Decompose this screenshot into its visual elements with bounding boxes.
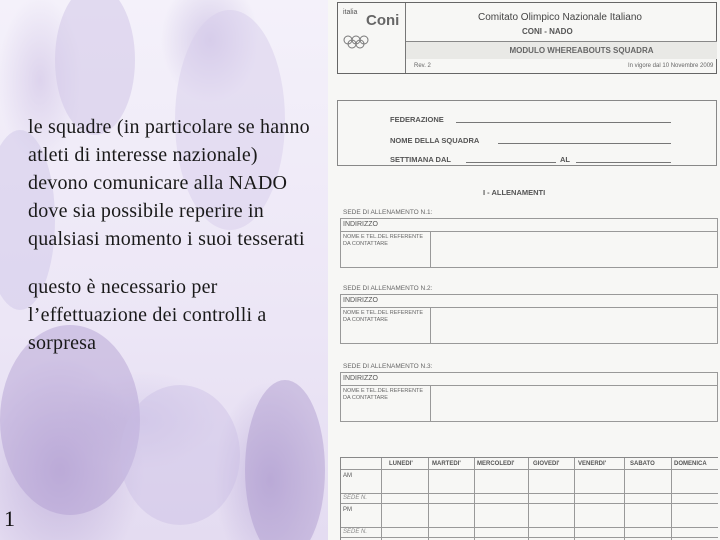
table-divider: [341, 493, 718, 494]
row-label-sede-am: SEDE N.: [343, 495, 368, 501]
settimana-dal-label: SETTIMANA DAL: [390, 155, 451, 164]
form-module-name: MODULO WHEREABOUTS SQUADRA: [406, 41, 717, 59]
table-divider: [341, 527, 718, 528]
olympic-rings-icon: [343, 35, 369, 49]
slide-page-number: 1: [4, 506, 15, 531]
day-header-giovedi: GIOVEDI': [533, 461, 560, 467]
sede-divider: [431, 231, 717, 232]
row-label-pm: PM: [343, 507, 352, 513]
form-organization-title: Comitato Olimpico Nazionale Italiano: [478, 12, 642, 23]
al-line: [576, 162, 671, 163]
slide-paragraph-2: questo è necessario per l’effettuazione dei controlli a sorpresa: [28, 276, 267, 354]
sede-allenamento-3: [340, 363, 718, 422]
table-divider: [341, 537, 718, 538]
day-header-venerdi: VENERDI': [578, 461, 607, 467]
indirizzo-label: INDIRIZZO: [343, 297, 378, 304]
form-header: [337, 2, 717, 74]
indirizzo-label: INDIRIZZO: [343, 221, 378, 228]
slide-body-text: [28, 113, 318, 377]
sede-allenamento-2: [340, 285, 718, 344]
scanned-whereabouts-form: [328, 0, 720, 540]
sede-divider: [431, 385, 717, 386]
sede-title: SEDE DI ALLENAMENTO N.3:: [343, 363, 433, 370]
logo-coni-text: Coni: [366, 12, 400, 29]
form-revision: Rev. 2: [414, 63, 431, 69]
allenamenti-section-title: I - ALLENAMENTI: [483, 188, 546, 197]
row-label-sede-pm: SEDE N.: [343, 529, 368, 535]
nome-squadra-label: NOME DELLA SQUADRA: [390, 136, 480, 145]
table-divider: [341, 503, 718, 504]
day-header-domenica: DOMENICA: [674, 461, 707, 467]
row-label-am: AM: [343, 473, 352, 479]
logo-italia-text: italia: [343, 9, 358, 16]
indirizzo-label: INDIRIZZO: [343, 375, 378, 382]
referente-label: NOME E TEL.DEL REFERENTE DA CONTATTARE: [341, 385, 431, 422]
nome-squadra-line: [498, 143, 671, 144]
referente-label: NOME E TEL.DEL REFERENTE DA CONTATTARE: [341, 307, 431, 344]
weekly-schedule-table: [340, 457, 718, 540]
slide-background: [0, 0, 328, 540]
day-header-martedi: MARTEDI': [432, 461, 461, 467]
sede-allenamento-1: [340, 209, 718, 268]
federazione-label: FEDERAZIONE: [390, 115, 444, 124]
settimana-dal-line: [466, 162, 556, 163]
sede-title: SEDE DI ALLENAMENTO N.1:: [343, 209, 433, 216]
form-subtitle: CONI - NADO: [522, 27, 573, 36]
al-label: AL: [560, 155, 570, 164]
team-info-box: [337, 100, 717, 166]
federazione-line: [456, 122, 671, 123]
table-divider: [341, 469, 718, 470]
sede-divider: [431, 307, 717, 308]
sede-title: SEDE DI ALLENAMENTO N.2:: [343, 285, 433, 292]
day-header-mercoledi: MERCOLEDI': [477, 461, 515, 467]
day-header-sabato: SABATO: [630, 461, 655, 467]
form-effective-date: In vigore dal 10 Novembre 2009: [628, 63, 714, 69]
slide-paragraph-1: le squadre (in particolare se hanno atleti di interesse nazionale) devono comunicare alla NADO dove sia possibile reperire in qualsiasi momento i suoi tesserati: [28, 116, 310, 250]
coni-logo: [338, 3, 406, 73]
referente-label: NOME E TEL.DEL REFERENTE DA CONTATTARE: [341, 231, 431, 268]
day-header-lunedi: LUNEDI': [389, 461, 413, 467]
